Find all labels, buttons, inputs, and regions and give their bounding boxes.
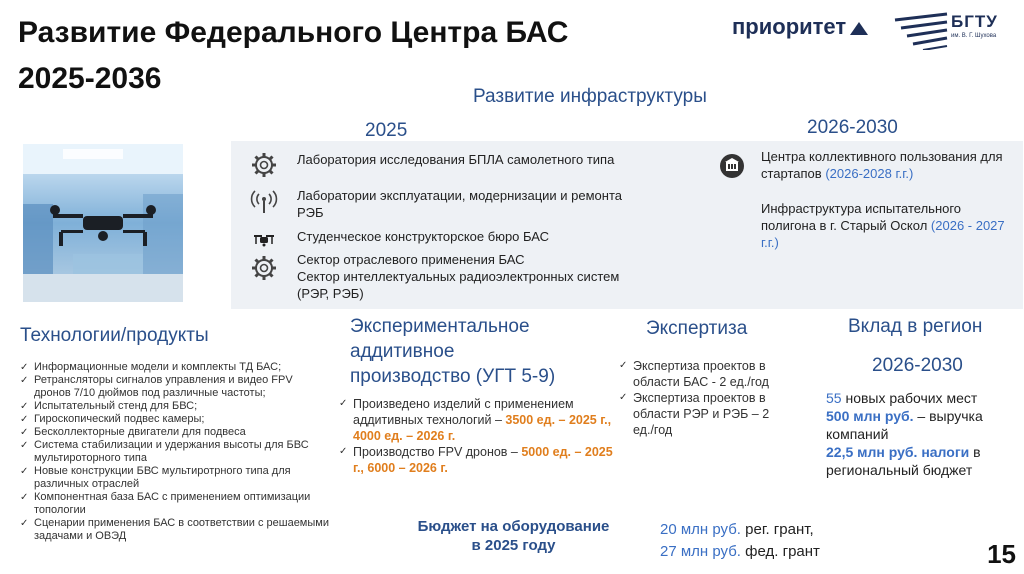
infra-item-text: Сектор отраслевого применения БАС [297,252,525,267]
grant-regional-label: рег. грант, [740,521,814,538]
infra-item-reb-lab [250,187,630,221]
list-item: ✓ Информационные модели и комплекты ТД БАС; [18,361,330,374]
tech-heading: Технологии/продукты [20,325,209,346]
infra-2026-item1 [761,148,1006,182]
bgtu-logo-subtitle: им. В. Г. Шухова [951,33,997,39]
tech-list [18,361,330,543]
bgtu-emblem-icon [893,12,949,50]
budget-heading [386,517,641,555]
grant-regional-amount: 20 млн руб. [660,521,741,538]
region-jobs [826,389,1016,407]
priority-logo [732,14,868,40]
infra-2026-item2-years: (2026 - 2027 г.г.) [761,218,1005,250]
grant-federal [660,541,820,563]
infra-2026-item1-text: Центра коллективного пользования для стартапов [761,149,1003,181]
gear-icon [250,254,278,282]
budget-line2: в 2025 году [471,537,556,554]
list-item [337,396,617,444]
region-revenue-text: – выручка компаний [826,408,983,442]
list-item: ✓ Система стабилизации и удержания высоты для БВС мультироторного типа [18,439,330,465]
additive-heading-line3: производство (УГТ 5-9) [350,366,556,387]
infra-heading: Развитие инфраструктуры [473,86,707,107]
list-item: ✓ Гироскопический подвес камеры; [18,413,330,426]
grant-federal-label: фед. грант [740,543,820,560]
expertise-list [617,358,792,438]
list-item: ✓ Компонентная база БАС с применением оптимизации топологии [18,491,330,517]
priority-logo-text: приоритет [732,14,847,39]
year-2026-2030: 2026-2030 [807,117,898,138]
region-jobs-number: 55 [826,390,842,406]
infra-sector-group [297,251,627,302]
additive-item2-text: Производство FPV дронов – [353,445,518,459]
region-jobs-text: новых рабочих мест [841,390,978,406]
infra-item-text: Лаборатория исследования БПЛА самолетного типа [297,152,615,167]
list-item: ✓ Бесколлекторные двигатели для подвеса [18,426,330,439]
region-contribution [826,389,1016,479]
title-line2: 2025-2036 [18,62,162,95]
expertise-heading: Экспертиза [646,318,748,339]
region-tax-number: 22,5 млн руб. налоги [826,444,970,460]
page-number: 15 [987,539,1016,569]
infra-item-coworking [718,148,1018,182]
drone-icon [250,226,278,254]
grant-federal-amount: 27 млн руб. [660,543,741,560]
list-item [337,444,617,476]
year-2025: 2025 [365,120,408,141]
priority-arrow-icon [850,22,868,35]
bgtu-logo [893,12,1003,50]
region-revenue-number: 500 млн руб. [826,408,914,424]
list-item: ✓ Экспертиза проектов в области РЭР и РЭБ – 2 ед./год [617,390,792,438]
drone-lab-photo [23,144,183,302]
list-item: ✓ Испытательный стенд для БВС; [18,400,330,413]
list-item: ✓ Экспертиза проектов в области БАС - 2 ед./год [617,358,792,390]
additive-item1-highlight: 3500 ед. – 2025 г., 4000 ед. – 2026 г. [353,413,612,443]
infra-item-sector-application [250,251,630,302]
infra-2026-item2 [761,200,1006,251]
list-item: ✓ Новые конструкции БВС мультиротрного типа для различных отраслей [18,465,330,491]
list-item: ✓ Сценарии применения БАС в соответствии с решаемыми задачами и ОВЭД [18,517,330,543]
gear-icon [250,151,278,179]
grant-regional [660,519,820,541]
additive-heading-line2: аддитивное [350,341,455,362]
infra-item-text: Студенческое конструкторское бюро БАС [297,229,550,244]
additive-heading-line1: Экспериментальное [350,316,530,337]
infra-item-aircraft-lab [250,151,630,179]
infra-item-student-bureau [250,226,630,254]
antenna-icon [250,187,278,215]
additive-item2-highlight: 5000 ед. – 2025 г., 6000 – 2026 г. [353,445,613,475]
infra-2026-item1-years: (2026-2028 г.г.) [825,166,914,181]
infra-2026-item2-text: Инфраструктура испытательного полигона в г. Старый Оскол [761,201,962,233]
region-tax [826,443,1016,479]
budget-line1: Бюджет на оборудование [417,518,610,535]
region-revenue [826,407,1016,443]
additive-heading [350,314,555,389]
infra-item-text: Сектор интеллектуальных радиоэлектронных систем (РЭР, РЭБ) [297,269,620,301]
bgtu-logo-text: БГТУ [951,12,998,31]
grants [660,519,820,563]
title-line1: Развитие Федерального Центра БАС [18,16,569,49]
region-heading: Вклад в регион [848,316,983,337]
additive-item1-text: Произведено изделий с применением аддитивных технологий – [353,397,574,427]
additive-list [337,396,617,476]
region-years: 2026-2030 [872,355,963,376]
building-icon [718,152,746,180]
region-tax-text: в региональный бюджет [826,444,981,478]
infra-item-text: Лаборатории эксплуатации, модернизации и ремонта РЭБ [297,188,622,220]
list-item: ✓ Ретрансляторы сигналов управления и видео FPV дронов 7/10 дюймов под различные частоты; [18,374,330,400]
